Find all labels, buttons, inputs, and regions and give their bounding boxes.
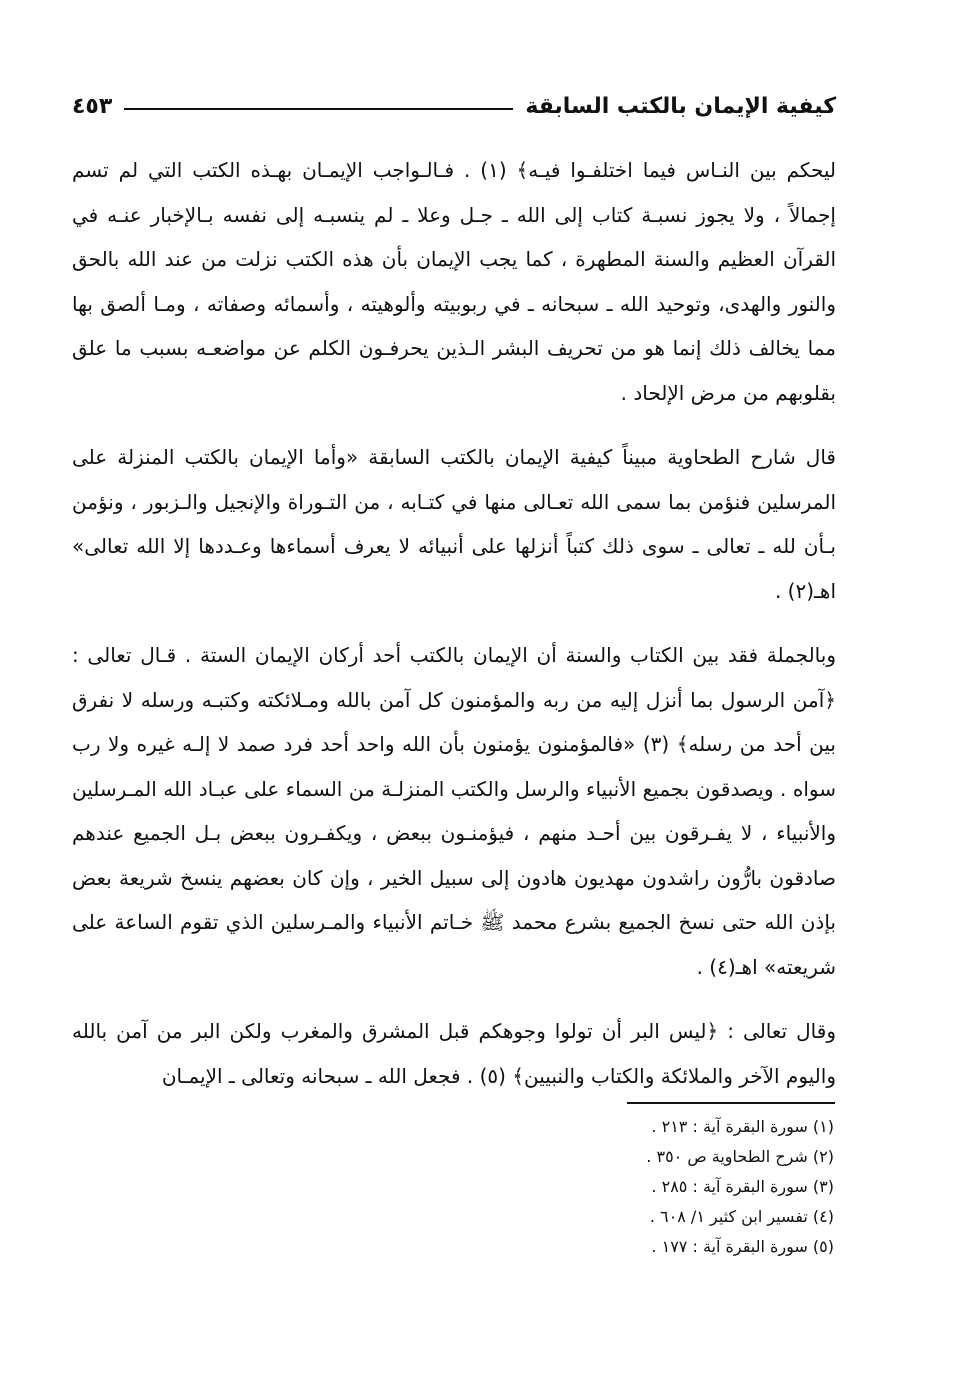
header-title: كيفية الإيمان بالكتب السابقة [525, 93, 836, 119]
footnote-separator [627, 1102, 835, 1104]
footnotes [420, 1112, 834, 1262]
paragraph-1: ليحكم بين النـاس فيما اختلفـوا فيـه﴾ (١) . فـالـواجب الإيمـان بهـذه الكتب التي لم تسم إجمالاً ، ولا يجوز نسبـة كتاب إلى الله ـ جـل وعلا ـ لم ينسبـه إلى نفسه بـالإخبار عنـه في القرآن العظيم والسنة المطهرة ، كما يجب الإيمان بأن هذه الكتب نزلت من عند الله بالحق والنور والهدى، وتوحيد الله ـ سبحانه ـ في ربوبيته وألوهيته ، وأسمائه وصفاته ، ومـا ألصق بها مما يخالف ذلك إنما هو من تحريف البشر الـذين يحرفـون الكلم عن مواضعـه بسبب ما علق بقلوبهم من مرض الإلحاد . [72, 158, 837, 405]
running-header [72, 86, 836, 126]
footnote-2: (٢) شرح الطحاوية ص ٣٥٠ . [646, 1147, 834, 1166]
footnote-4: (٤) تفسير ابن كثير ١/ ٦٠٨ . [649, 1207, 834, 1226]
footnote-3: (٣) سورة البقرة آية : ٢٨٥ . [651, 1177, 834, 1196]
footnote-1: (١) سورة البقرة آية : ٢١٣ . [651, 1117, 834, 1136]
header-rule [124, 108, 513, 110]
paragraph-3: وبالجملة فقد بين الكتاب والسنة أن الإيمان بالكتب أحد أركان الإيمان الستة . قـال تعالى : ﴿آمن الرسول بما أنزل إليه من ربه والمؤمنون كل آمن بالله ومـلائكته وكتبـه ورسله لا نفرق بين أحد من رسله﴾ (٣) «فالمؤمنون يؤمنون بأن الله واحد أحد فرد صمد لا إلـه غيره ولا رب سواه . ويصدقون بجميع الأنبياء والرسل والكتب المنزلـة من السماء على عبـاد الله المـرسلين والأنبياء ، لا يفـرقون بين أحـد منهم ، فيؤمنـون ببعض ، ويكفـرون ببعض بـل الجميع عندهم صادقون بارُّون راشدون مهديون هادون إلى سبيل الخير ، وإن كان بعضهم ينسخ شريعة بعض بإذن الله حتى نسخ الجميع بشرع محمد ﷺ خـاتم الأنبياء والمـرسلين الذي تقوم الساعة على شريعته» اهـ(٤) . [72, 643, 836, 979]
paragraph-2: قال شارح الطحاوية مبيناً كيفية الإيمان بالكتب السابقة «وأما الإيمان بالكتب المنزلة على المرسلين فنؤمن بما سمى الله تعـالى منها في كتـابه ، من التـوراة والإنجيل والـزبور ، ونؤمن بـأن لله ـ تعالى ـ سوى ذلك كتباً أنزلها على أنبيائه لا يعرف أسماءها وعـددها إلا الله تعالى» اهـ(٢) . [72, 445, 836, 603]
paragraph-4: وقال تعالى : ﴿ليس البر أن تولوا وجوهكم قبل المشرق والمغرب ولكن البر من آمن بالله واليوم الآخر والملائكة والكتاب والنبيين﴾ (٥) . فجعل الله ـ سبحانه وتعالى ـ الإيمـان [72, 1019, 836, 1088]
page-number: ٤٥٣ [72, 93, 113, 119]
main-text [72, 148, 836, 1098]
footnote-5: (٥) سورة البقرة آية : ١٧٧ . [651, 1237, 834, 1256]
